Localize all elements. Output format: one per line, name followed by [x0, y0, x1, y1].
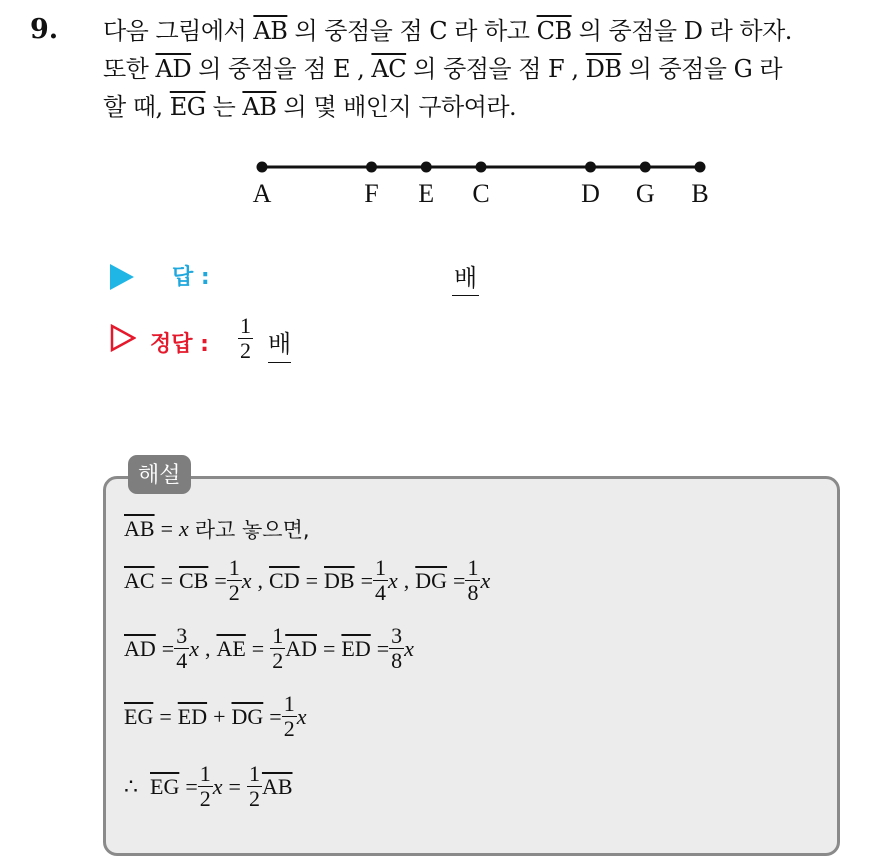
point-e: [421, 162, 432, 173]
segment-ac: $\overline{AC}$: [371, 55, 407, 83]
solution-line-4: [124, 692, 306, 741]
equals: =: [214, 567, 227, 593]
numerator: 1: [272, 623, 284, 648]
equals: =: [323, 635, 336, 661]
outline-triangle-icon: [110, 324, 136, 352]
segment-ed: $\overline{ED}$: [177, 703, 208, 729]
denominator: 4: [375, 580, 386, 606]
segment-ad: $\overline{AD}$: [155, 55, 192, 83]
denominator: 4: [176, 648, 188, 674]
solution-line-5: [124, 762, 293, 811]
comma: ,: [403, 567, 410, 593]
denominator: 8: [467, 580, 479, 606]
equals: =: [185, 773, 198, 799]
denominator: 2: [228, 580, 240, 606]
equals: =: [305, 567, 319, 593]
problem-number: 9.: [30, 14, 59, 45]
numerator: 3: [176, 623, 188, 648]
solution-line-1: [124, 514, 310, 544]
correct-answer-row: [110, 312, 610, 372]
text: 할 때,: [103, 93, 170, 121]
point-label-b: B: [691, 179, 709, 208]
denominator: 2: [248, 786, 260, 812]
segment-ab: $\overline{AB}$: [253, 17, 288, 45]
fraction-half: [282, 692, 297, 741]
denominator: 2: [272, 648, 284, 674]
equals: =: [160, 567, 173, 593]
problem-line-2: [103, 50, 873, 88]
segment-ad: $\overline{AD}$: [285, 635, 317, 661]
numerator: 3: [391, 623, 403, 648]
equals: =: [161, 635, 175, 661]
equals: =: [376, 635, 390, 661]
therefore-symbol: ∴: [124, 773, 138, 799]
point-label-c: C: [472, 179, 490, 208]
segment-eg: $\overline{EG}$: [124, 703, 154, 729]
correct-answer-unit: 배: [268, 324, 291, 363]
solution-line-3: [124, 624, 414, 673]
numerator: 1: [375, 555, 386, 580]
variable-x: x: [178, 516, 189, 541]
denominator: 2: [283, 716, 295, 742]
equals: =: [360, 567, 373, 593]
numerator: 1: [199, 761, 211, 786]
segment-figure: [230, 150, 730, 210]
segment-ae: $\overline{AE}$: [216, 635, 246, 661]
segment-dg: $\overline{DG}$: [231, 703, 264, 729]
plus: +: [213, 703, 226, 729]
fraction-quarter: [373, 556, 388, 605]
variable-x: x: [241, 567, 252, 593]
segment-ab: $\overline{AB}$: [261, 773, 293, 799]
text: 의 중점을 점 C 라 하고: [287, 17, 537, 45]
segment-cb: $\overline{CB}$: [178, 567, 209, 593]
segment-cb: $\overline{CB}$: [536, 17, 572, 45]
text: 는: [205, 93, 243, 121]
comma: ,: [257, 567, 264, 593]
point-g: [640, 162, 651, 173]
point-c: [476, 162, 487, 173]
equals: =: [453, 567, 466, 593]
text: 또한: [103, 55, 156, 83]
fraction-three-quarters: [174, 624, 189, 673]
correct-answer-fraction: [238, 314, 253, 363]
point-b: [695, 162, 706, 173]
point-label-e: E: [418, 179, 435, 208]
problem-text: [103, 12, 873, 126]
segment-cd: $\overline{CD}$: [269, 567, 300, 593]
text: 의 중점을 점 E ,: [191, 55, 372, 83]
denominator: 8: [391, 648, 403, 674]
solution-line-2: [124, 556, 490, 605]
variable-x: x: [480, 567, 491, 593]
text: 다음 그림에서: [103, 17, 254, 45]
comma: ,: [204, 635, 211, 661]
segment-db: $\overline{DB}$: [324, 567, 355, 593]
denominator: 2: [199, 786, 211, 812]
answer-row: [110, 258, 610, 298]
text: 의 몇 배인지 구하여라.: [276, 93, 517, 121]
fraction-eighth: [465, 556, 480, 605]
variable-x: x: [212, 773, 223, 799]
equals: =: [228, 773, 241, 799]
point-f: [366, 162, 377, 173]
fraction-half: [247, 762, 262, 811]
segment-ad: $\overline{AD}$: [124, 635, 156, 661]
segment-ab: $\overline{AB}$: [124, 516, 155, 541]
point-d: [585, 162, 596, 173]
fraction-half: [198, 762, 213, 811]
variable-x: x: [189, 635, 199, 661]
segment-eg: $\overline{EG}$: [169, 93, 206, 121]
fraction-three-eighths: [389, 624, 404, 673]
equals: =: [160, 516, 173, 541]
fraction-half: [270, 624, 285, 673]
point-a: [257, 162, 268, 173]
variable-x: x: [388, 567, 398, 593]
text: 라고 놓으면,: [194, 518, 310, 542]
point-label-a: A: [252, 179, 272, 208]
answer-blank[interactable]: 배: [452, 258, 479, 296]
point-label-g: G: [635, 179, 655, 208]
solution-tag: 해설: [128, 455, 191, 494]
fraction-half: [227, 556, 242, 605]
variable-x: x: [296, 703, 307, 729]
point-label-d: D: [581, 179, 600, 208]
numerator: 1: [240, 313, 251, 338]
segment-dg: $\overline{DG}$: [415, 567, 448, 593]
equals: =: [159, 703, 172, 729]
numerator: 1: [283, 691, 295, 716]
numerator: 1: [248, 761, 260, 786]
point-label-f: F: [364, 179, 379, 208]
text: 의 중점을 점 F ,: [406, 55, 586, 83]
text: 의 중점을 D 라 하자.: [571, 17, 792, 45]
segment-db: $\overline{DB}$: [585, 55, 622, 83]
segment-ac: $\overline{AC}$: [124, 567, 155, 593]
variable-x: x: [404, 635, 414, 661]
problem-line-1: [103, 12, 873, 50]
answer-label: 답 :: [172, 265, 210, 290]
numerator: 1: [228, 555, 240, 580]
equals: =: [251, 635, 265, 661]
denominator: 2: [240, 338, 251, 364]
segment-eg: $\overline{EG}$: [150, 773, 180, 799]
play-triangle-icon: [110, 264, 134, 290]
correct-answer-label: 정답 :: [150, 332, 209, 357]
segment-ed: $\overline{ED}$: [341, 635, 371, 661]
problem-line-3: [103, 88, 873, 126]
text: 의 중점을 G 라: [621, 55, 783, 83]
equals: =: [269, 703, 282, 729]
numerator: 1: [467, 555, 479, 580]
segment-ab: $\overline{AB}$: [242, 93, 277, 121]
